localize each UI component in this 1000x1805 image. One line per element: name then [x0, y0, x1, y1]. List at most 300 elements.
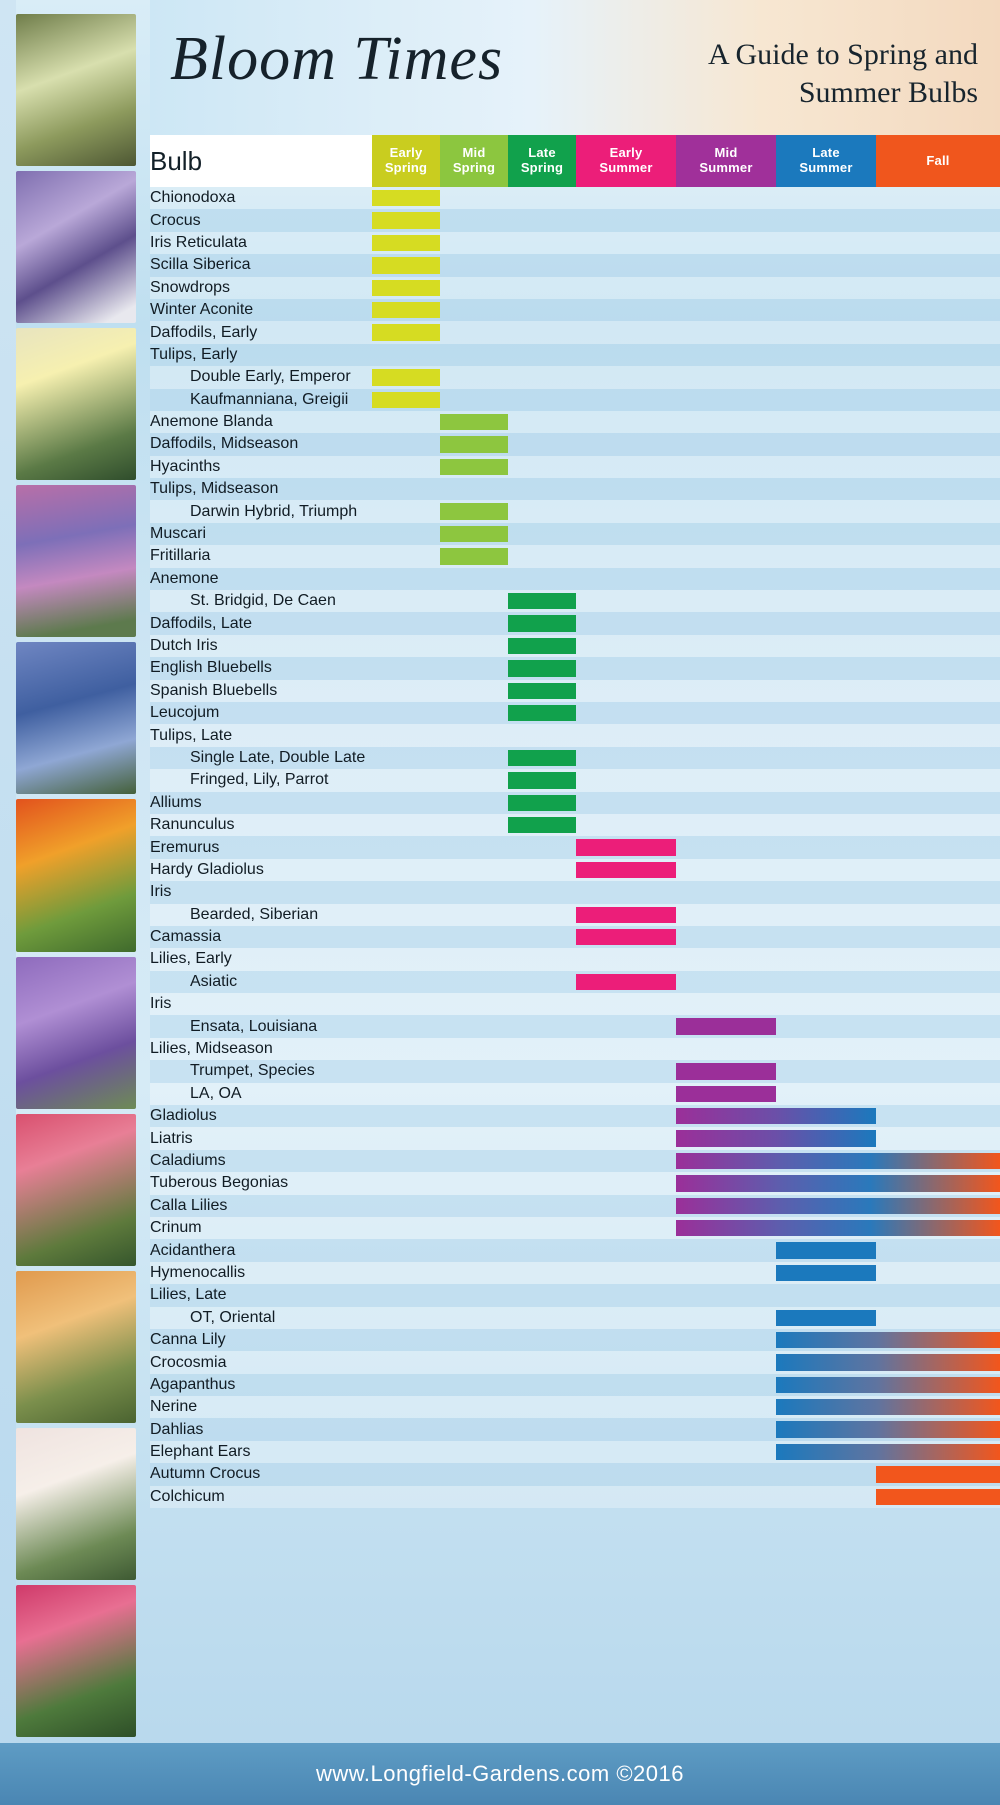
- empty-cell: [776, 366, 876, 388]
- empty-cell: [676, 545, 776, 567]
- table-row: [150, 769, 1000, 791]
- empty-cell: [372, 926, 440, 948]
- table-row: [150, 612, 1000, 634]
- bulb-name: Trumpet, Species: [150, 1060, 372, 1082]
- bloom-bar: [508, 817, 576, 833]
- empty-cell: [372, 523, 440, 545]
- bloom-bar-mid-summer: [676, 1195, 1000, 1217]
- bloom-bar: [508, 683, 576, 699]
- empty-cell: [508, 411, 576, 433]
- empty-cell: [876, 232, 1000, 254]
- bloom-bar-late-summer: [776, 1374, 1000, 1396]
- empty-cell: [372, 1038, 440, 1060]
- table-row: [150, 500, 1000, 522]
- empty-cell: [440, 590, 508, 612]
- empty-cell: [440, 1060, 508, 1082]
- empty-cell: [372, 1127, 440, 1149]
- bloom-bar: [576, 907, 676, 923]
- daffodils-photo: [16, 328, 136, 480]
- table-row: [150, 1463, 1000, 1485]
- empty-cell: [508, 500, 576, 522]
- bulb-name: Gladiolus: [150, 1105, 372, 1127]
- empty-cell: [508, 1127, 576, 1149]
- table-row: [150, 389, 1000, 411]
- empty-cell: [776, 389, 876, 411]
- empty-cell: [440, 702, 508, 724]
- table-row: [150, 1262, 1000, 1284]
- bulb-name: St. Bridgid, De Caen: [150, 590, 372, 612]
- bloom-bar: [508, 638, 576, 654]
- empty-cell: [372, 1374, 440, 1396]
- bulb-name: Daffodils, Midseason: [150, 433, 372, 455]
- empty-cell: [576, 523, 676, 545]
- bloom-bar: [372, 257, 440, 273]
- table-row: [150, 1351, 1000, 1373]
- empty-cell: [576, 993, 676, 1015]
- bulb-name: Lilies, Early: [150, 948, 372, 970]
- empty-cell: [676, 926, 776, 948]
- bulb-name: Hymenocallis: [150, 1262, 372, 1284]
- empty-cell: [676, 254, 776, 276]
- empty-cell: [776, 523, 876, 545]
- empty-cell: [440, 1239, 508, 1261]
- empty-cell: [508, 881, 576, 903]
- bloom-bar-late-spring: [508, 747, 576, 769]
- table-row: [150, 1239, 1000, 1261]
- bloom-bar-late-spring: [508, 792, 576, 814]
- table-row: [150, 478, 1000, 500]
- empty-cell: [508, 232, 576, 254]
- bloom-bar-early-summer: [576, 926, 676, 948]
- bloom-bar-late-summer: [776, 1351, 1000, 1373]
- table-row: [150, 277, 1000, 299]
- empty-cell: [508, 1351, 576, 1373]
- bulb-name: Darwin Hybrid, Triumph: [150, 500, 372, 522]
- bulb-name: Lilies, Midseason: [150, 1038, 372, 1060]
- empty-cell: [776, 680, 876, 702]
- bloom-bar-early-spring: [372, 299, 440, 321]
- empty-cell: [576, 1351, 676, 1373]
- empty-cell: [676, 1038, 776, 1060]
- empty-cell: [440, 568, 508, 590]
- empty-cell: [776, 232, 876, 254]
- bloom-bar-late-summer: [776, 1262, 876, 1284]
- table-row: [150, 948, 1000, 970]
- bloom-bar-late-summer: [776, 1418, 1000, 1440]
- empty-cell: [372, 612, 440, 634]
- empty-cell: [576, 456, 676, 478]
- empty-cell: [372, 411, 440, 433]
- empty-cell: [372, 1239, 440, 1261]
- bloom-bar-mid-summer: [676, 1150, 1000, 1172]
- bloom-bar: [776, 1242, 876, 1258]
- empty-cell: [372, 344, 440, 366]
- bloom-bar-mid-summer: [676, 1172, 1000, 1194]
- bloom-bar-mid-spring: [440, 545, 508, 567]
- bloom-bar: [508, 705, 576, 721]
- empty-cell: [508, 1307, 576, 1329]
- empty-cell: [440, 1172, 508, 1194]
- empty-cell: [576, 344, 676, 366]
- empty-cell: [508, 1038, 576, 1060]
- bloom-bar: [372, 280, 440, 296]
- empty-cell: [372, 1307, 440, 1329]
- empty-cell: [576, 1262, 676, 1284]
- empty-cell: [676, 680, 776, 702]
- bloom-bar: [676, 1220, 1000, 1236]
- bloom-bar: [876, 1466, 1000, 1482]
- empty-cell: [440, 254, 508, 276]
- empty-cell: [372, 478, 440, 500]
- bulb-name: Chionodoxa: [150, 187, 372, 209]
- table-row: [150, 792, 1000, 814]
- empty-cell: [776, 657, 876, 679]
- column-header-early-spring: Early Spring: [372, 135, 440, 187]
- empty-cell: [776, 702, 876, 724]
- crocus-photo: [16, 171, 136, 323]
- bulb-name: Ensata, Louisiana: [150, 1015, 372, 1037]
- table-row: [150, 904, 1000, 926]
- empty-cell: [876, 433, 1000, 455]
- empty-cell: [372, 747, 440, 769]
- bloom-bar: [776, 1377, 1000, 1393]
- empty-cell: [372, 1463, 440, 1485]
- column-header-mid-spring: Mid Spring: [440, 135, 508, 187]
- bloom-bar: [576, 839, 676, 855]
- table-row: [150, 1396, 1000, 1418]
- empty-cell: [372, 433, 440, 455]
- empty-cell: [576, 881, 676, 903]
- empty-cell: [440, 1038, 508, 1060]
- table-row: [150, 1486, 1000, 1508]
- empty-cell: [508, 1486, 576, 1508]
- empty-cell: [876, 299, 1000, 321]
- empty-cell: [776, 545, 876, 567]
- bulb-name: Daffodils, Early: [150, 321, 372, 343]
- bulb-name: Kaufmanniana, Greigii: [150, 389, 372, 411]
- empty-cell: [776, 411, 876, 433]
- bulb-name: Tulips, Late: [150, 724, 372, 746]
- bloom-bar-mid-spring: [440, 500, 508, 522]
- bulb-name: Canna Lily: [150, 1329, 372, 1351]
- empty-cell: [576, 366, 676, 388]
- empty-cell: [676, 209, 776, 231]
- empty-cell: [576, 590, 676, 612]
- bulb-name: Dutch Iris: [150, 635, 372, 657]
- empty-cell: [576, 187, 676, 209]
- empty-cell: [508, 1083, 576, 1105]
- empty-cell: [576, 635, 676, 657]
- empty-cell: [676, 321, 776, 343]
- column-header-bulb: Bulb: [150, 135, 372, 187]
- empty-cell: [676, 187, 776, 209]
- empty-cell: [372, 1217, 440, 1239]
- bloom-bar-late-spring: [508, 590, 576, 612]
- empty-cell: [440, 1262, 508, 1284]
- empty-cell: [508, 1217, 576, 1239]
- empty-cell: [508, 904, 576, 926]
- empty-cell: [576, 1418, 676, 1440]
- bulb-name: Elephant Ears: [150, 1441, 372, 1463]
- empty-cell: [508, 1396, 576, 1418]
- empty-cell: [676, 1329, 776, 1351]
- empty-cell: [876, 971, 1000, 993]
- empty-cell: [876, 366, 1000, 388]
- orange-tulips-photo: [16, 799, 136, 951]
- empty-cell: [372, 814, 440, 836]
- empty-cell: [576, 1396, 676, 1418]
- bloom-bar-early-spring: [372, 321, 440, 343]
- empty-cell: [440, 769, 508, 791]
- empty-cell: [508, 1150, 576, 1172]
- empty-cell: [372, 568, 440, 590]
- empty-cell: [508, 1284, 576, 1306]
- empty-cell: [876, 254, 1000, 276]
- empty-cell: [372, 1396, 440, 1418]
- bloom-bar: [508, 615, 576, 631]
- bulb-name: OT, Oriental: [150, 1307, 372, 1329]
- empty-cell: [876, 1239, 1000, 1261]
- empty-cell: [676, 657, 776, 679]
- bloom-bar: [372, 392, 440, 408]
- table-row: [150, 1374, 1000, 1396]
- empty-cell: [372, 792, 440, 814]
- empty-cell: [576, 1463, 676, 1485]
- table-row: [150, 456, 1000, 478]
- bulb-name: Calla Lilies: [150, 1195, 372, 1217]
- left-edge-background: [0, 0, 16, 1743]
- empty-cell: [508, 254, 576, 276]
- bulb-name: Muscari: [150, 523, 372, 545]
- empty-cell: [876, 635, 1000, 657]
- empty-cell: [576, 747, 676, 769]
- bloom-bar-mid-summer: [676, 1083, 776, 1105]
- bloom-bar: [676, 1198, 1000, 1214]
- empty-cell: [440, 1284, 508, 1306]
- empty-cell: [876, 1307, 1000, 1329]
- empty-cell: [576, 792, 676, 814]
- empty-cell: [372, 1150, 440, 1172]
- bloom-bar-early-summer: [576, 904, 676, 926]
- empty-cell: [372, 657, 440, 679]
- bloom-bar: [676, 1175, 1000, 1191]
- empty-cell: [508, 1060, 576, 1082]
- bloom-bar: [440, 414, 508, 430]
- empty-cell: [676, 635, 776, 657]
- bulb-name: LA, OA: [150, 1083, 372, 1105]
- table-row: [150, 1150, 1000, 1172]
- empty-cell: [876, 478, 1000, 500]
- empty-cell: [676, 724, 776, 746]
- bloom-bar-mid-summer: [676, 1060, 776, 1082]
- empty-cell: [440, 321, 508, 343]
- empty-cell: [372, 1418, 440, 1440]
- table-row: [150, 545, 1000, 567]
- empty-cell: [776, 500, 876, 522]
- photo-strip: [16, 14, 136, 1737]
- table-row: [150, 232, 1000, 254]
- empty-cell: [576, 1015, 676, 1037]
- empty-cell: [876, 568, 1000, 590]
- bloom-bar: [576, 974, 676, 990]
- bloom-bar-fall: [876, 1486, 1000, 1508]
- caladium-photo: [16, 1585, 136, 1737]
- empty-cell: [440, 1195, 508, 1217]
- empty-cell: [440, 478, 508, 500]
- empty-cell: [508, 523, 576, 545]
- bloom-bar: [776, 1310, 876, 1326]
- empty-cell: [372, 1083, 440, 1105]
- table-row: [150, 1015, 1000, 1037]
- table-row: [150, 1195, 1000, 1217]
- empty-cell: [576, 321, 676, 343]
- empty-cell: [876, 277, 1000, 299]
- bloom-bar: [372, 302, 440, 318]
- empty-cell: [876, 926, 1000, 948]
- bulb-name: Ranunculus: [150, 814, 372, 836]
- empty-cell: [776, 478, 876, 500]
- bloom-bar: [676, 1086, 776, 1102]
- empty-cell: [440, 1015, 508, 1037]
- empty-cell: [372, 948, 440, 970]
- empty-cell: [372, 500, 440, 522]
- bulb-name: Single Late, Double Late: [150, 747, 372, 769]
- bloom-bar: [776, 1354, 1000, 1370]
- empty-cell: [876, 187, 1000, 209]
- empty-cell: [508, 1441, 576, 1463]
- bulb-name: Snowdrops: [150, 277, 372, 299]
- empty-cell: [508, 1239, 576, 1261]
- empty-cell: [576, 545, 676, 567]
- empty-cell: [576, 814, 676, 836]
- bloom-bar: [776, 1399, 1000, 1415]
- empty-cell: [440, 1486, 508, 1508]
- empty-cell: [776, 277, 876, 299]
- table-row: [150, 590, 1000, 612]
- bulb-name: Daffodils, Late: [150, 612, 372, 634]
- bloom-bar-mid-spring: [440, 433, 508, 455]
- empty-cell: [876, 948, 1000, 970]
- empty-cell: [576, 1172, 676, 1194]
- table-row: [150, 187, 1000, 209]
- bulb-name: Crinum: [150, 1217, 372, 1239]
- empty-cell: [876, 411, 1000, 433]
- empty-cell: [576, 568, 676, 590]
- table-header: [150, 135, 1000, 187]
- empty-cell: [372, 590, 440, 612]
- empty-cell: [776, 1083, 876, 1105]
- empty-cell: [372, 1060, 440, 1082]
- empty-cell: [372, 1351, 440, 1373]
- empty-cell: [508, 187, 576, 209]
- bloom-bar: [440, 503, 508, 519]
- empty-cell: [876, 389, 1000, 411]
- table-row: [150, 299, 1000, 321]
- empty-cell: [440, 344, 508, 366]
- empty-cell: [676, 971, 776, 993]
- empty-cell: [776, 881, 876, 903]
- empty-cell: [508, 1195, 576, 1217]
- bloom-bar: [776, 1421, 1000, 1437]
- empty-cell: [440, 971, 508, 993]
- bluebells-photo: [16, 642, 136, 794]
- empty-cell: [776, 635, 876, 657]
- empty-cell: [508, 299, 576, 321]
- empty-cell: [576, 209, 676, 231]
- empty-cell: [876, 590, 1000, 612]
- table-row: [150, 680, 1000, 702]
- empty-cell: [508, 993, 576, 1015]
- empty-cell: [776, 836, 876, 858]
- empty-cell: [440, 1418, 508, 1440]
- bloom-bar-early-spring: [372, 277, 440, 299]
- table-row: [150, 993, 1000, 1015]
- empty-cell: [372, 1015, 440, 1037]
- footer-url: www.Longfield-Gardens.com ©2016: [315, 1761, 684, 1786]
- empty-cell: [876, 702, 1000, 724]
- empty-cell: [508, 836, 576, 858]
- bloom-bar-late-spring: [508, 635, 576, 657]
- bulb-name: Iris: [150, 993, 372, 1015]
- bloom-bar-mid-summer: [676, 1217, 1000, 1239]
- bloom-bar-mid-spring: [440, 523, 508, 545]
- empty-cell: [576, 1284, 676, 1306]
- empty-cell: [372, 1486, 440, 1508]
- empty-cell: [372, 971, 440, 993]
- bloom-bar-late-summer: [776, 1329, 1000, 1351]
- empty-cell: [508, 433, 576, 455]
- empty-cell: [440, 232, 508, 254]
- bulb-name: Fringed, Lily, Parrot: [150, 769, 372, 791]
- empty-cell: [776, 299, 876, 321]
- table-row: [150, 1127, 1000, 1149]
- bloom-bar: [372, 369, 440, 385]
- empty-cell: [876, 993, 1000, 1015]
- bloom-bar: [372, 190, 440, 206]
- table-row: [150, 926, 1000, 948]
- empty-cell: [508, 366, 576, 388]
- bulb-name: Alliums: [150, 792, 372, 814]
- bloom-bar-late-spring: [508, 769, 576, 791]
- table-row: [150, 1083, 1000, 1105]
- empty-cell: [440, 1351, 508, 1373]
- empty-cell: [676, 1396, 776, 1418]
- bloom-bar-late-summer: [776, 1239, 876, 1261]
- bulb-name: Iris Reticulata: [150, 232, 372, 254]
- empty-cell: [676, 366, 776, 388]
- bloom-bar: [440, 526, 508, 542]
- empty-cell: [776, 926, 876, 948]
- bulb-name: Camassia: [150, 926, 372, 948]
- bloom-bar-early-summer: [576, 836, 676, 858]
- empty-cell: [440, 187, 508, 209]
- bloom-bar: [372, 324, 440, 340]
- empty-cell: [508, 277, 576, 299]
- empty-cell: [372, 1172, 440, 1194]
- empty-cell: [676, 590, 776, 612]
- bulb-name: Spanish Bluebells: [150, 680, 372, 702]
- empty-cell: [372, 881, 440, 903]
- empty-cell: [440, 1083, 508, 1105]
- column-header-fall: Fall: [876, 135, 1000, 187]
- empty-cell: [440, 814, 508, 836]
- empty-cell: [440, 948, 508, 970]
- table-row: [150, 971, 1000, 993]
- empty-cell: [676, 568, 776, 590]
- empty-cell: [440, 724, 508, 746]
- bulb-name: Crocus: [150, 209, 372, 231]
- empty-cell: [440, 277, 508, 299]
